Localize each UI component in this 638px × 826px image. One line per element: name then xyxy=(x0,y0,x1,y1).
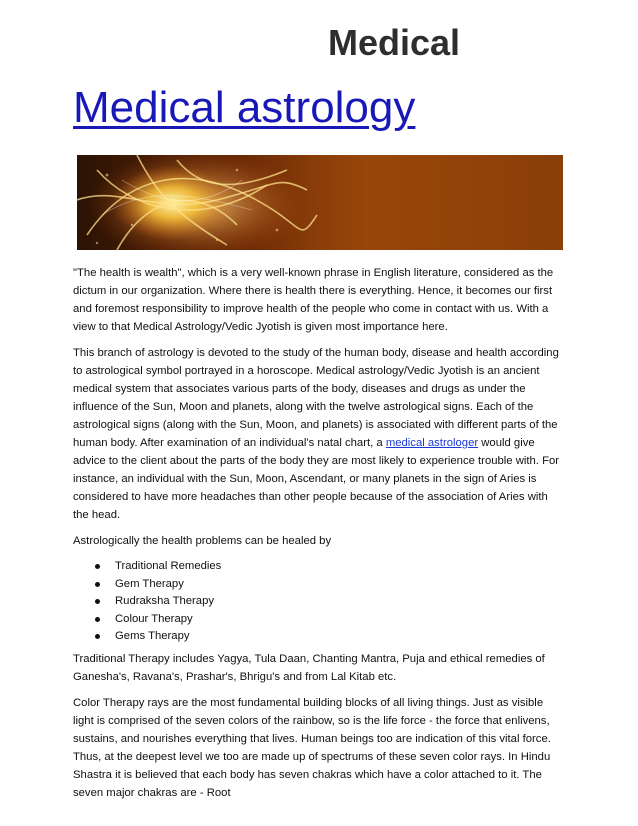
paragraph-traditional-therapy: Traditional Therapy includes Yagya, Tula Daan, Chanting Mantra, Puja and ethical remedies of Ganesha's, Ravana's, Prashar's, Bhrigu's and from Lal Kitab etc. xyxy=(73,652,545,683)
bullet-icon xyxy=(95,617,100,622)
bullet-icon xyxy=(95,582,100,587)
list-item xyxy=(95,628,565,646)
paragraph-intro: "The health is wealth", which is a very well-known phrase in English literature, considered as the dictum in our organization. Where there is health there is everything. Hence, it becomes our first and foremost responsibility to improve health of the people who come in contact with us. With a view to that Medical Astrology/Vedic Jyotish is given most importance here. xyxy=(73,267,554,333)
banner-title: Medical xyxy=(328,22,461,63)
bullet-icon xyxy=(95,599,100,604)
medical-astrology-banner xyxy=(77,155,563,250)
remedies-list xyxy=(73,558,565,646)
medical-astrologer-link[interactable]: medical astrologer xyxy=(385,437,479,449)
paragraph-healed-by: Astrologically the health problems can be healed by xyxy=(73,535,332,547)
paragraph-branch xyxy=(73,344,565,524)
list-item-label: Gem Therapy xyxy=(115,577,184,590)
bullet-icon xyxy=(95,634,100,639)
list-item-label: Rudraksha Therapy xyxy=(115,595,215,607)
article-body xyxy=(73,264,565,810)
bullet-icon xyxy=(95,564,100,569)
list-item-label: Gems Therapy xyxy=(115,630,190,642)
paragraph-color-therapy: Color Therapy rays are the most fundamental building blocks of all living things. Just as visible light is comprised of the seven colors of the rainbow, so is the life force - the force that enlivens, sustains, and nourishes everything that lives. Human beings too are indication of this vital force. Thus, at the deepest level we too are made up of spectrums of these seven color rays. In Hindu Shastra it is believed that each body has seven chakras which have a color attached to it. The seven major chakras are - Root xyxy=(73,696,551,799)
paragraph-branch-text-end: would give advice to the client about the parts of the body they are most likely to experience trouble with. For instance, an individual with the Sun, Moon, Ascendant, or many planets in the sign of Aries is considered to have more headaches than other people because of the association of Aries with the head. xyxy=(73,437,560,521)
paragraph-branch-text: This branch of astrology is devoted to the study of the human body, disease and health according to astrological symbol portrayed in a horoscope. Medical astrology/Vedic Jyotish is an ancient medical system that associates various parts of the body, diseases and drugs as under the influence of the Sun, Moon and planets, along with the twelve astrological signs. Each of the astrological signs (along with the Sun, Moon, and planets) is associated with different parts of the human body. After examination of an individual's natal chart, a xyxy=(73,347,559,449)
list-item xyxy=(95,558,565,576)
list-item-label: Colour Therapy xyxy=(115,612,193,625)
list-item-label: Traditional Remedies xyxy=(115,560,222,572)
list-item xyxy=(95,576,565,594)
banner-subtitle: Astrology xyxy=(358,62,454,88)
list-item xyxy=(95,611,565,629)
page-title[interactable]: Medical astrology xyxy=(73,83,416,132)
list-item xyxy=(95,593,565,611)
